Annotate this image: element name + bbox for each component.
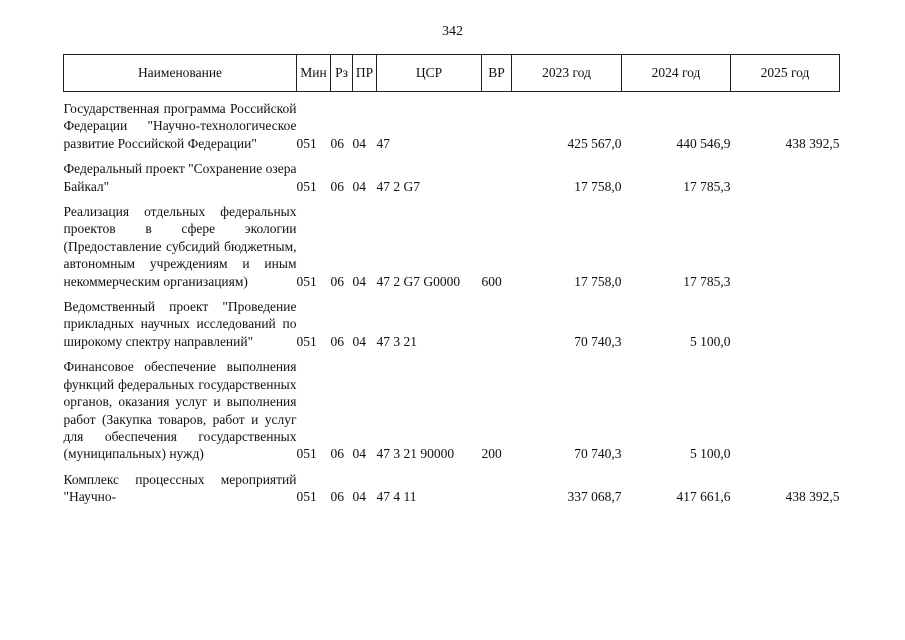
- row-2024: 440 546,9: [676, 135, 731, 151]
- row-2025: [731, 160, 840, 195]
- column-header-csr: ЦСР: [377, 55, 482, 92]
- row-2023: 70 740,3: [574, 446, 622, 462]
- row-csr: 47: [376, 135, 390, 151]
- row-vr: [482, 160, 512, 195]
- column-header-2024: 2024 год: [622, 55, 731, 92]
- row-2023: 17 758,0: [574, 178, 622, 194]
- column-header-pr: ПР: [353, 55, 377, 92]
- column-header-2025: 2025 год: [731, 55, 840, 92]
- row-pr: 04: [352, 333, 366, 349]
- row-name: Комплекс процессных мероприятий "Научно-: [63, 471, 297, 505]
- table-row: [64, 358, 840, 462]
- row-csr: 47 3 21: [376, 333, 417, 349]
- row-rz: 06: [330, 446, 344, 462]
- table-row: [64, 298, 840, 350]
- row-rz: 06: [330, 273, 344, 289]
- column-header-rz: Рз: [331, 55, 353, 92]
- table-header-row: [64, 55, 840, 92]
- row-name: Реализация отдельных федеральных проектов в сфере экологии (Предоставление субсидий бюджетным, автономным учреждениям и иным некоммерческим организациям): [63, 204, 297, 289]
- row-vr: [482, 471, 512, 506]
- row-csr: 47 4 11: [376, 489, 417, 505]
- row-2025: [731, 203, 840, 290]
- row-vr: [482, 100, 512, 152]
- row-min: 051: [296, 178, 317, 194]
- table-row: [64, 100, 840, 152]
- row-2024: 417 661,6: [676, 489, 731, 505]
- row-2025: [731, 298, 840, 350]
- column-header-vr: ВР: [482, 55, 512, 92]
- row-csr: 47 2 G7 G0000: [376, 273, 461, 289]
- row-2024: 5 100,0: [690, 333, 731, 349]
- row-2024: 17 785,3: [683, 273, 731, 289]
- page-number: 342: [442, 24, 463, 39]
- row-2023: 70 740,3: [574, 333, 622, 349]
- row-rz: 06: [330, 178, 344, 194]
- row-2023: 425 567,0: [567, 135, 622, 151]
- column-header-min: Мин: [297, 55, 331, 92]
- column-header-name: Наименование: [64, 55, 297, 92]
- budget-table: [63, 54, 840, 506]
- row-2023: 337 068,7: [567, 489, 622, 505]
- row-name: Ведомственный проект "Проведение прикладных научных исследований по широкому спектру направлений": [63, 299, 297, 349]
- row-name: Федеральный проект "Сохранение озера Байкал": [63, 161, 297, 194]
- row-min: 051: [296, 489, 317, 505]
- row-2024: 5 100,0: [690, 446, 731, 462]
- row-rz: 06: [330, 135, 344, 151]
- row-pr: 04: [352, 446, 366, 462]
- row-2023: 17 758,0: [574, 273, 622, 289]
- row-vr: 200: [481, 446, 502, 462]
- row-csr: 47 3 21 90000: [376, 446, 455, 462]
- row-pr: 04: [352, 178, 366, 194]
- row-2024: 17 785,3: [683, 178, 731, 194]
- row-rz: 06: [330, 489, 344, 505]
- row-name: Финансовое обеспечение выполнения функций федеральных государственных органов, оказания услуг и выполнения работ (Закупка товаров, работ и услуг для обеспечения государственных (муниципальных) нужд): [63, 359, 297, 462]
- row-pr: 04: [352, 489, 366, 505]
- row-2025: 438 392,5: [785, 489, 840, 505]
- table-row: [64, 160, 840, 195]
- row-min: 051: [296, 135, 317, 151]
- row-min: 051: [296, 446, 317, 462]
- row-csr: 47 2 G7: [376, 178, 420, 194]
- row-rz: 06: [330, 333, 344, 349]
- row-vr: 600: [481, 273, 502, 289]
- table-row: [64, 471, 840, 506]
- row-2025: 438 392,5: [785, 135, 840, 151]
- row-pr: 04: [352, 135, 366, 151]
- row-name: Государственная программа Российской Федерации "Научно-технологическое развитие Российской Федерации": [63, 101, 297, 151]
- row-vr: [482, 298, 512, 350]
- row-min: 051: [296, 273, 317, 289]
- row-min: 051: [296, 333, 317, 349]
- table-row: [64, 203, 840, 290]
- row-pr: 04: [352, 273, 366, 289]
- column-header-2023: 2023 год: [512, 55, 622, 92]
- row-2025: [731, 358, 840, 462]
